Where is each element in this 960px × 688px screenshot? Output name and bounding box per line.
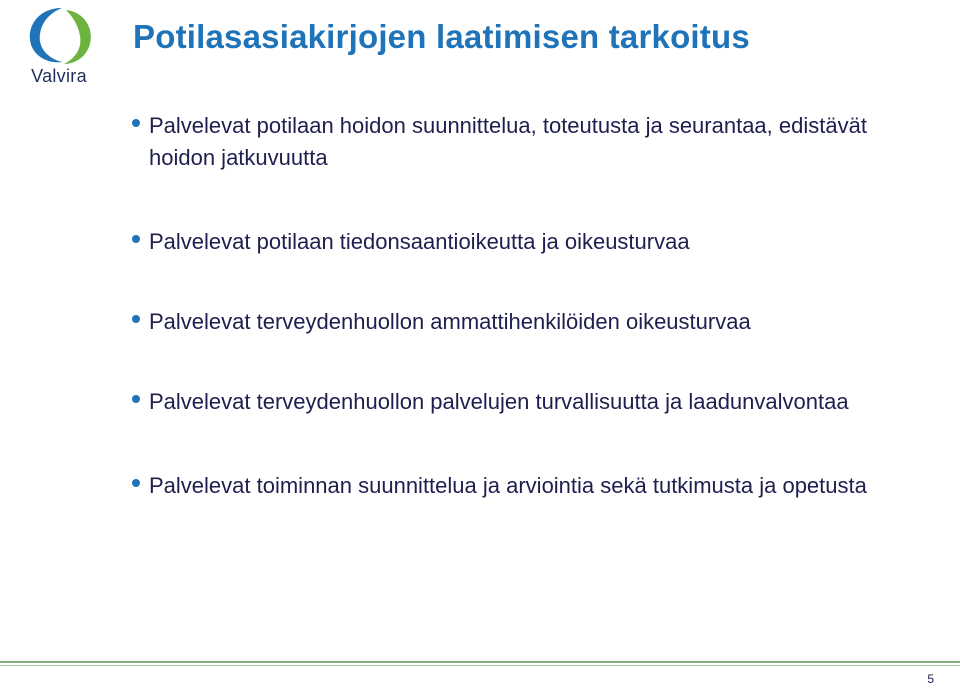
bullet-item: [132, 306, 932, 338]
bullet-item: [132, 226, 932, 258]
bullet-text: Palvelevat toiminnan suunnittelua ja arviointia sekä tutkimusta ja opetusta: [149, 473, 867, 498]
bullet-text: Palvelevat terveydenhuollon palvelujen turvallisuutta ja laadunvalvontaa: [149, 389, 849, 414]
bullet-dot-icon: [132, 119, 140, 127]
bullet-text: Palvelevat terveydenhuollon ammattihenkilöiden oikeusturvaa: [149, 309, 751, 334]
page-title: Potilasasiakirjojen laatimisen tarkoitus: [133, 18, 750, 55]
valvira-logo: [18, 4, 100, 94]
page-number: 5: [927, 672, 934, 686]
bullet-item: [132, 386, 932, 418]
footer-divider-thin: [0, 665, 960, 666]
bullet-text: Palvelevat potilaan hoidon suunnittelua, toteutusta ja seurantaa, edistävät hoidon jatkuvuutta: [149, 113, 867, 170]
bullet-item: [132, 110, 932, 174]
bullet-list: [132, 110, 932, 502]
bullet-dot-icon: [132, 395, 140, 403]
bullet-dot-icon: [132, 479, 140, 487]
valvira-logo-mark-icon: [18, 4, 100, 68]
logo-text: Valvira: [31, 66, 87, 86]
bullet-dot-icon: [132, 315, 140, 323]
bullet-text: Palvelevat potilaan tiedonsaantioikeutta ja oikeusturvaa: [149, 229, 690, 254]
footer-divider: [0, 661, 960, 663]
bullet-dot-icon: [132, 235, 140, 243]
bullet-item: [132, 470, 932, 502]
